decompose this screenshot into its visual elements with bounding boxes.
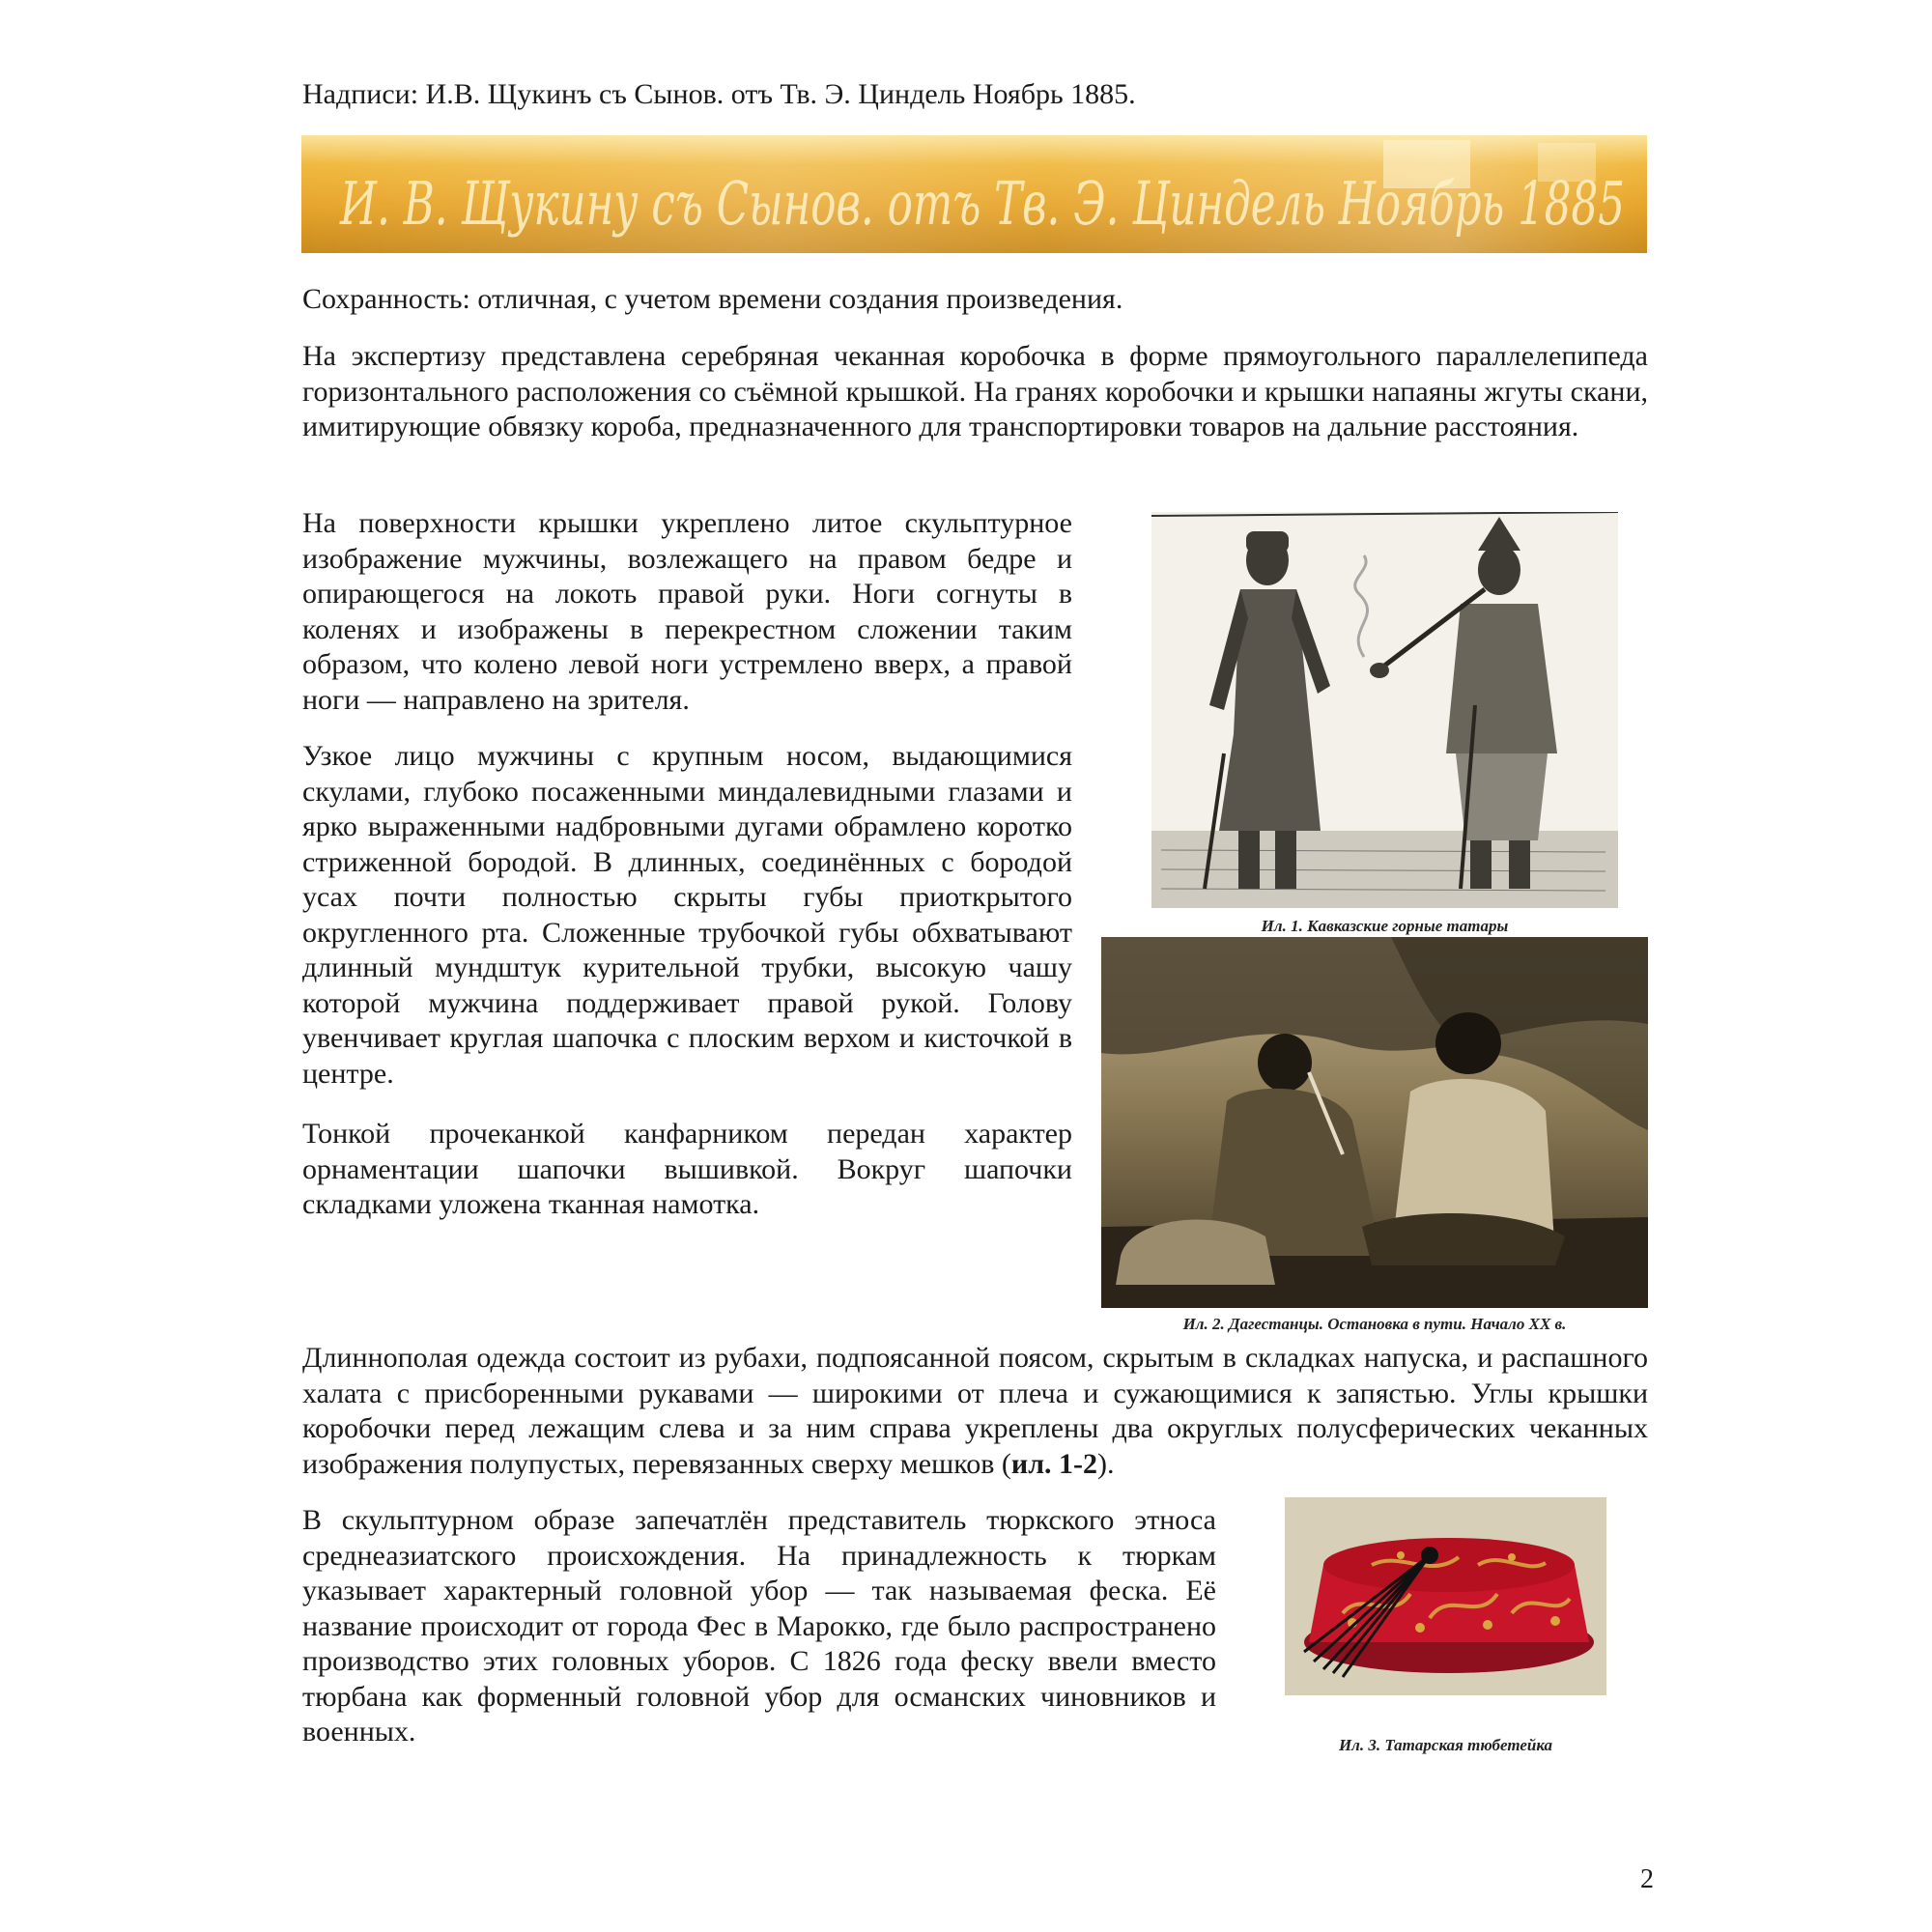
preservation-line: Сохранность: отличная, с учетом времени создания произведения. (302, 283, 1123, 315)
illustration-reference: ил. 1-2 (1010, 1447, 1098, 1480)
figure-2-image (1101, 937, 1648, 1308)
inscription-line: Надписи: И.В. Щукинъ съ Сынов. отъ Тв. Э. Циндель Ноябрь 1885. (302, 78, 1136, 110)
engraving-strip-photo (301, 135, 1647, 253)
paragraph-1: На экспертизу представлена серебряная чеканная коробочка в форме прямоугольного параллелепипеда горизонтального расположения со съёмной крышкой. На гранях коробочки и крышки напаяны жгуты скани, имитирующие обвязку короба, предназначенного для транспортировки товаров на дальние расстояния. (302, 340, 1648, 442)
paragraph-5-end: ). (1097, 1447, 1115, 1480)
figure-3-caption: Ил. 3. Татарская тюбетейка (1338, 1736, 1553, 1754)
page-number: 2 (1640, 1864, 1654, 1894)
paragraph-6: В скульптурном образе запечатлён представитель тюркского этноса среднеазиатского происхождения. На принадлежность к тюркам указывает характерный головной убор — так называемая феска. Её название происходит от города Фес в Марокко, где было распространено производство этих головных уборов. С 1826 года феску ввели вместо тюрбана как форменный головной убор для османских чиновников и военных. (302, 1504, 1216, 1747)
paragraph-5-text: Длиннополая одежда состоит из рубахи, подпоясанной поясом, скрытым в складках напуска, и распашного халата с присборенными рукавами — широкими от плеча и сужающимися к запястью. Углы крышки коробочки перед лежащим слева и за ним справа укреплены два округлых полусферических чеканных изображения полупустых, перевязанных сверху мешков ( (302, 1342, 1648, 1480)
paragraph-4: Тонкой прочеканкой канфарником передан характер орнаментации шапочки вышивкой. Вокруг шапочки складками уложена тканная намотка. (302, 1118, 1072, 1220)
figure-1-caption: Ил. 1. Кавказские горные татары (1261, 917, 1509, 935)
figure-3-image (1285, 1497, 1606, 1695)
engraved-inscription: И. В. Щукину съ Сынов. отъ Тв. Э. Циндель Ноябрь 1885 (339, 168, 1625, 239)
paragraph-2: На поверхности крышки укреплено литое скульптурное изображение мужчины, возлежащего на правом бедре и опирающегося на локоть правой руки. Ноги согнуты в коленях и изображены в перекрестном сложении таким образом, что колено левой ноги устремлено вверх, а правой ноги — направлено на зрителя. (302, 507, 1072, 716)
paragraph-5 (302, 1341, 1648, 1482)
paragraph-3: Узкое лицо мужчины с крупным носом, выдающимися скулами, глубоко посаженными миндалевидными глазами и ярко выраженными надбровными дугами обрамлено коротко стриженной бородой. В длинных, соединённых с бородой усах почти полностью скрыты губы приоткрытого округленного рта. Сложенные трубочкой губы обхватывают длинный мундштук курительной трубки, высокую чашу которой мужчина поддерживает правой рукой. Голову увенчивает круглая шапочка с плоским верхом и кисточкой в центре. (302, 740, 1072, 1090)
figure-1-image (1151, 512, 1618, 908)
figure-2-caption: Ил. 2. Дагестанцы. Остановка в пути. Начало XX в. (1182, 1315, 1567, 1333)
